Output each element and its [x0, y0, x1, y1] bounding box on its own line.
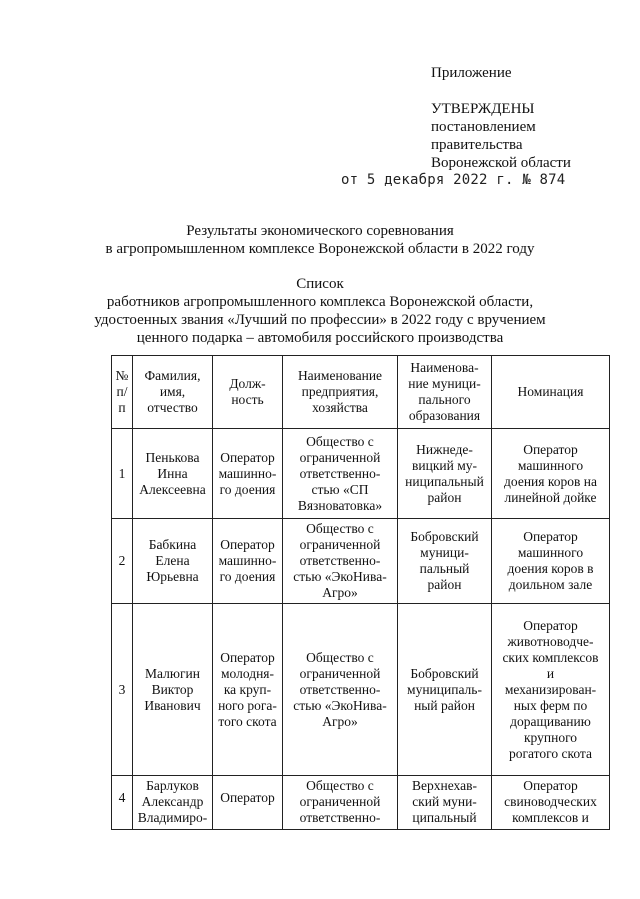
row-nomination: Оператор животноводче- ских комплексов и механизирован- ных ферм по доращиванию крупного рогатого скота	[492, 604, 610, 776]
document-title	[90, 222, 550, 258]
row-name: Малюгин Виктор Иванович	[133, 604, 213, 776]
row-name: Пенькова Инна Алексеевна	[133, 429, 213, 519]
row-enterprise: Общество с ограниченной ответственно-	[283, 776, 398, 830]
row-position: Оператор машинно- го доения	[213, 429, 283, 519]
row-number: 1	[112, 429, 133, 519]
table-row	[112, 604, 610, 776]
row-nomination: Оператор машинного доения коров в доильном зале	[492, 519, 610, 604]
appendix-text: Приложение	[431, 65, 512, 81]
title-line-2: в агропромышленном комплексе Воронежской области в 2022 году	[105, 241, 535, 257]
row-nomination: Оператор машинного доения коров на линейной дойке	[492, 429, 610, 519]
row-number: 3	[112, 604, 133, 776]
header-enterprise: Наименование предприятия, хозяйства	[283, 356, 398, 429]
row-district: Нижнеде- вицкий му- ниципальный район	[398, 429, 492, 519]
decree-stamp: от 5 декабря 2022 г. № 874	[341, 172, 566, 188]
list-heading-line-4: ценного подарка – автомобиля российского производства	[136, 330, 504, 346]
row-enterprise: Общество с ограниченной ответственно- стью «ЭкоНива- Агро»	[283, 519, 398, 604]
table-row	[112, 519, 610, 604]
header-position: Долж- ность	[213, 356, 283, 429]
row-number: 2	[112, 519, 133, 604]
title-line-1: Результаты экономического соревнования	[186, 223, 454, 239]
list-heading-line-1: Список	[296, 276, 344, 292]
approval-line-3: Воронежской области	[431, 155, 571, 171]
row-position: Оператор молодня- ка круп- ного рога- того скота	[213, 604, 283, 776]
approval-heading: УТВЕРЖДЕНЫ	[431, 101, 535, 117]
header-number: № п/ п	[112, 356, 133, 429]
list-heading	[90, 275, 550, 347]
row-district: Бобровский муниципаль- ный район	[398, 604, 492, 776]
header-nomination: Номинация	[492, 356, 610, 429]
row-number: 4	[112, 776, 133, 830]
row-name: Бабкина Елена Юрьевна	[133, 519, 213, 604]
row-nomination: Оператор свиноводческих комплексов и	[492, 776, 610, 830]
table-row	[112, 429, 610, 519]
table-row	[112, 776, 610, 830]
header-name: Фамилия, имя, отчество	[133, 356, 213, 429]
header-district: Наименова- ние муници- пального образования	[398, 356, 492, 429]
row-name: Барлуков Александр Владимиро-	[133, 776, 213, 830]
row-enterprise: Общество с ограниченной ответственно- стью «СП Вязноватовка»	[283, 429, 398, 519]
awards-table	[111, 355, 610, 830]
row-position: Оператор	[213, 776, 283, 830]
approval-block	[431, 100, 571, 172]
row-position: Оператор машинно- го доения	[213, 519, 283, 604]
approval-line-2: правительства	[431, 137, 523, 153]
row-district: Верхнехав- ский муни- ципальный	[398, 776, 492, 830]
list-heading-line-3: удостоенных звания «Лучший по профессии» в 2022 году с вручением	[94, 312, 546, 328]
list-heading-line-2: работников агропромышленного комплекса Воронежской области,	[106, 294, 534, 310]
row-district: Бобровский муници- пальный район	[398, 519, 492, 604]
appendix-label	[431, 64, 512, 82]
row-enterprise: Общество с ограниченной ответственно- стью «ЭкоНива- Агро»	[283, 604, 398, 776]
table-header-row	[112, 356, 610, 429]
approval-line-1: постановлением	[431, 119, 536, 135]
